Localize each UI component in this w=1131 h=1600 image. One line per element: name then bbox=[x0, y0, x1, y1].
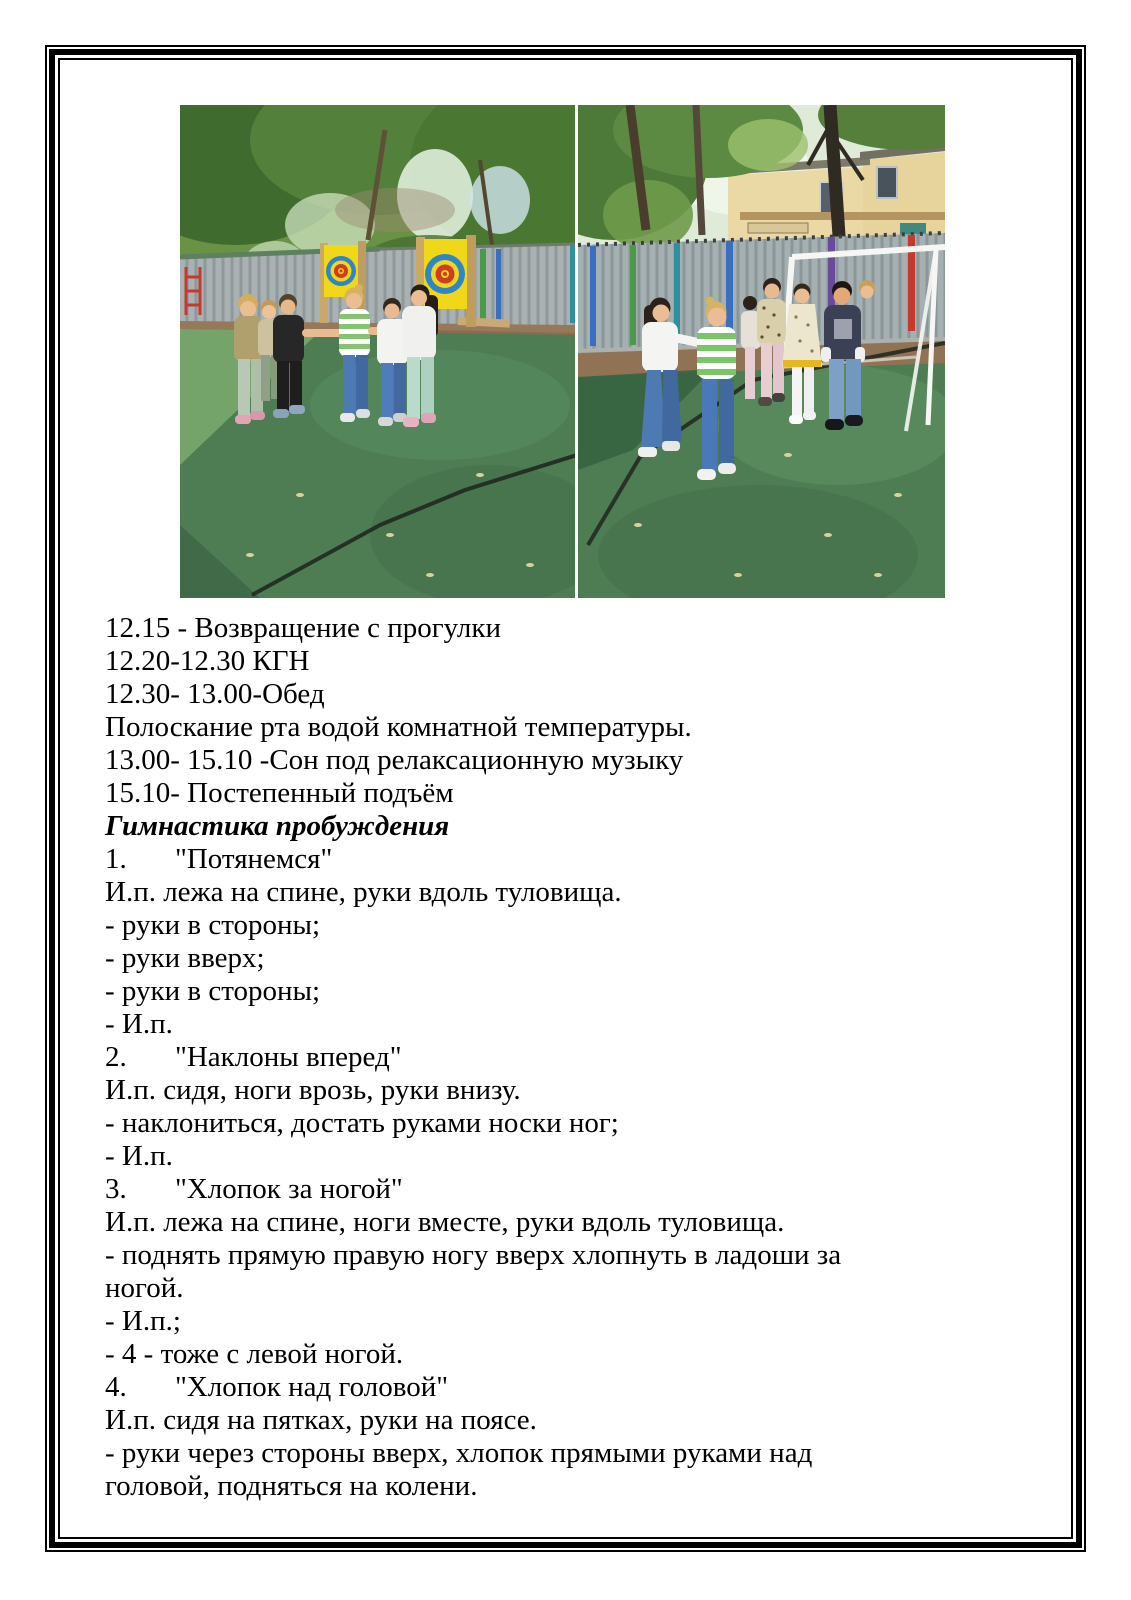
text-line bbox=[105, 1074, 1035, 1107]
line-number: 3. bbox=[105, 1173, 127, 1205]
line-text: "Потянемся" bbox=[175, 843, 333, 875]
text-line bbox=[105, 843, 1035, 876]
line-number: 2. bbox=[105, 1041, 127, 1073]
text-line bbox=[105, 1173, 1035, 1206]
text-line bbox=[105, 1107, 1035, 1140]
text-line bbox=[105, 909, 1035, 942]
text-line bbox=[105, 942, 1035, 975]
text-line bbox=[105, 876, 1035, 909]
line-text: - И.п.; bbox=[105, 1305, 181, 1337]
text-line bbox=[105, 1008, 1035, 1041]
line-text: - наклониться, достать руками носки ног; bbox=[105, 1107, 619, 1139]
text-line bbox=[105, 744, 1035, 777]
line-text: - И.п. bbox=[105, 1140, 173, 1172]
line-text: 12.15 - Возвращение с прогулки bbox=[105, 612, 501, 644]
text-line bbox=[105, 1272, 1035, 1305]
text-line bbox=[105, 810, 1035, 843]
text-line bbox=[105, 645, 1035, 678]
line-text: "Хлопок за ногой" bbox=[175, 1173, 403, 1205]
text-line bbox=[105, 1371, 1035, 1404]
line-text: Гимнастика пробуждения bbox=[105, 810, 450, 842]
line-text: - руки в стороны; bbox=[105, 909, 321, 941]
line-text: И.п. лежа на спине, ноги вместе, руки вдоль туловища. bbox=[105, 1206, 785, 1238]
line-text: 12.20-12.30 КГН bbox=[105, 645, 310, 677]
line-text: И.п. лежа на спине, руки вдоль туловища. bbox=[105, 876, 622, 908]
text-line bbox=[105, 1140, 1035, 1173]
photo-right bbox=[578, 105, 945, 598]
line-text: 13.00- 15.10 -Сон под релаксационную музыку bbox=[105, 744, 684, 776]
text-line bbox=[105, 1206, 1035, 1239]
line-text: - руки в стороны; bbox=[105, 975, 321, 1007]
line-text: "Хлопок над головой" bbox=[175, 1371, 449, 1403]
text-line bbox=[105, 1239, 1035, 1272]
line-text: - руки через стороны вверх, хлопок прямыми руками над bbox=[105, 1437, 813, 1469]
text-block bbox=[105, 612, 1035, 1503]
text-line bbox=[105, 1041, 1035, 1074]
text-line bbox=[105, 1404, 1035, 1437]
photo-left bbox=[180, 105, 575, 598]
line-text: "Наклоны вперед" bbox=[175, 1041, 402, 1073]
text-line bbox=[105, 678, 1035, 711]
line-text: Полоскание рта водой комнатной температуры. bbox=[105, 711, 692, 743]
line-text: И.п. сидя, ноги врозь, руки внизу. bbox=[105, 1074, 521, 1106]
line-text: 15.10- Постепенный подъём bbox=[105, 777, 454, 809]
text-line bbox=[105, 1305, 1035, 1338]
line-text: И.п. сидя на пятках, руки на поясе. bbox=[105, 1404, 537, 1436]
text-line bbox=[105, 1470, 1035, 1503]
text-line bbox=[105, 1338, 1035, 1371]
line-number: 1. bbox=[105, 843, 127, 875]
line-text: - 4 - тоже с левой ногой. bbox=[105, 1338, 404, 1370]
photos-row bbox=[180, 105, 945, 598]
text-line bbox=[105, 711, 1035, 744]
line-text: - И.п. bbox=[105, 1008, 173, 1040]
text-line bbox=[105, 612, 1035, 645]
text-line bbox=[105, 975, 1035, 1008]
text-line bbox=[105, 1437, 1035, 1470]
line-text: - поднять прямую правую ногу вверх хлопнуть в ладоши за bbox=[105, 1239, 842, 1271]
line-text: - руки вверх; bbox=[105, 942, 265, 974]
line-text: ногой. bbox=[105, 1272, 184, 1304]
line-number: 4. bbox=[105, 1371, 127, 1403]
line-text: головой, подняться на колени. bbox=[105, 1470, 478, 1502]
line-text: 12.30- 13.00-Обед bbox=[105, 678, 325, 710]
text-line bbox=[105, 777, 1035, 810]
